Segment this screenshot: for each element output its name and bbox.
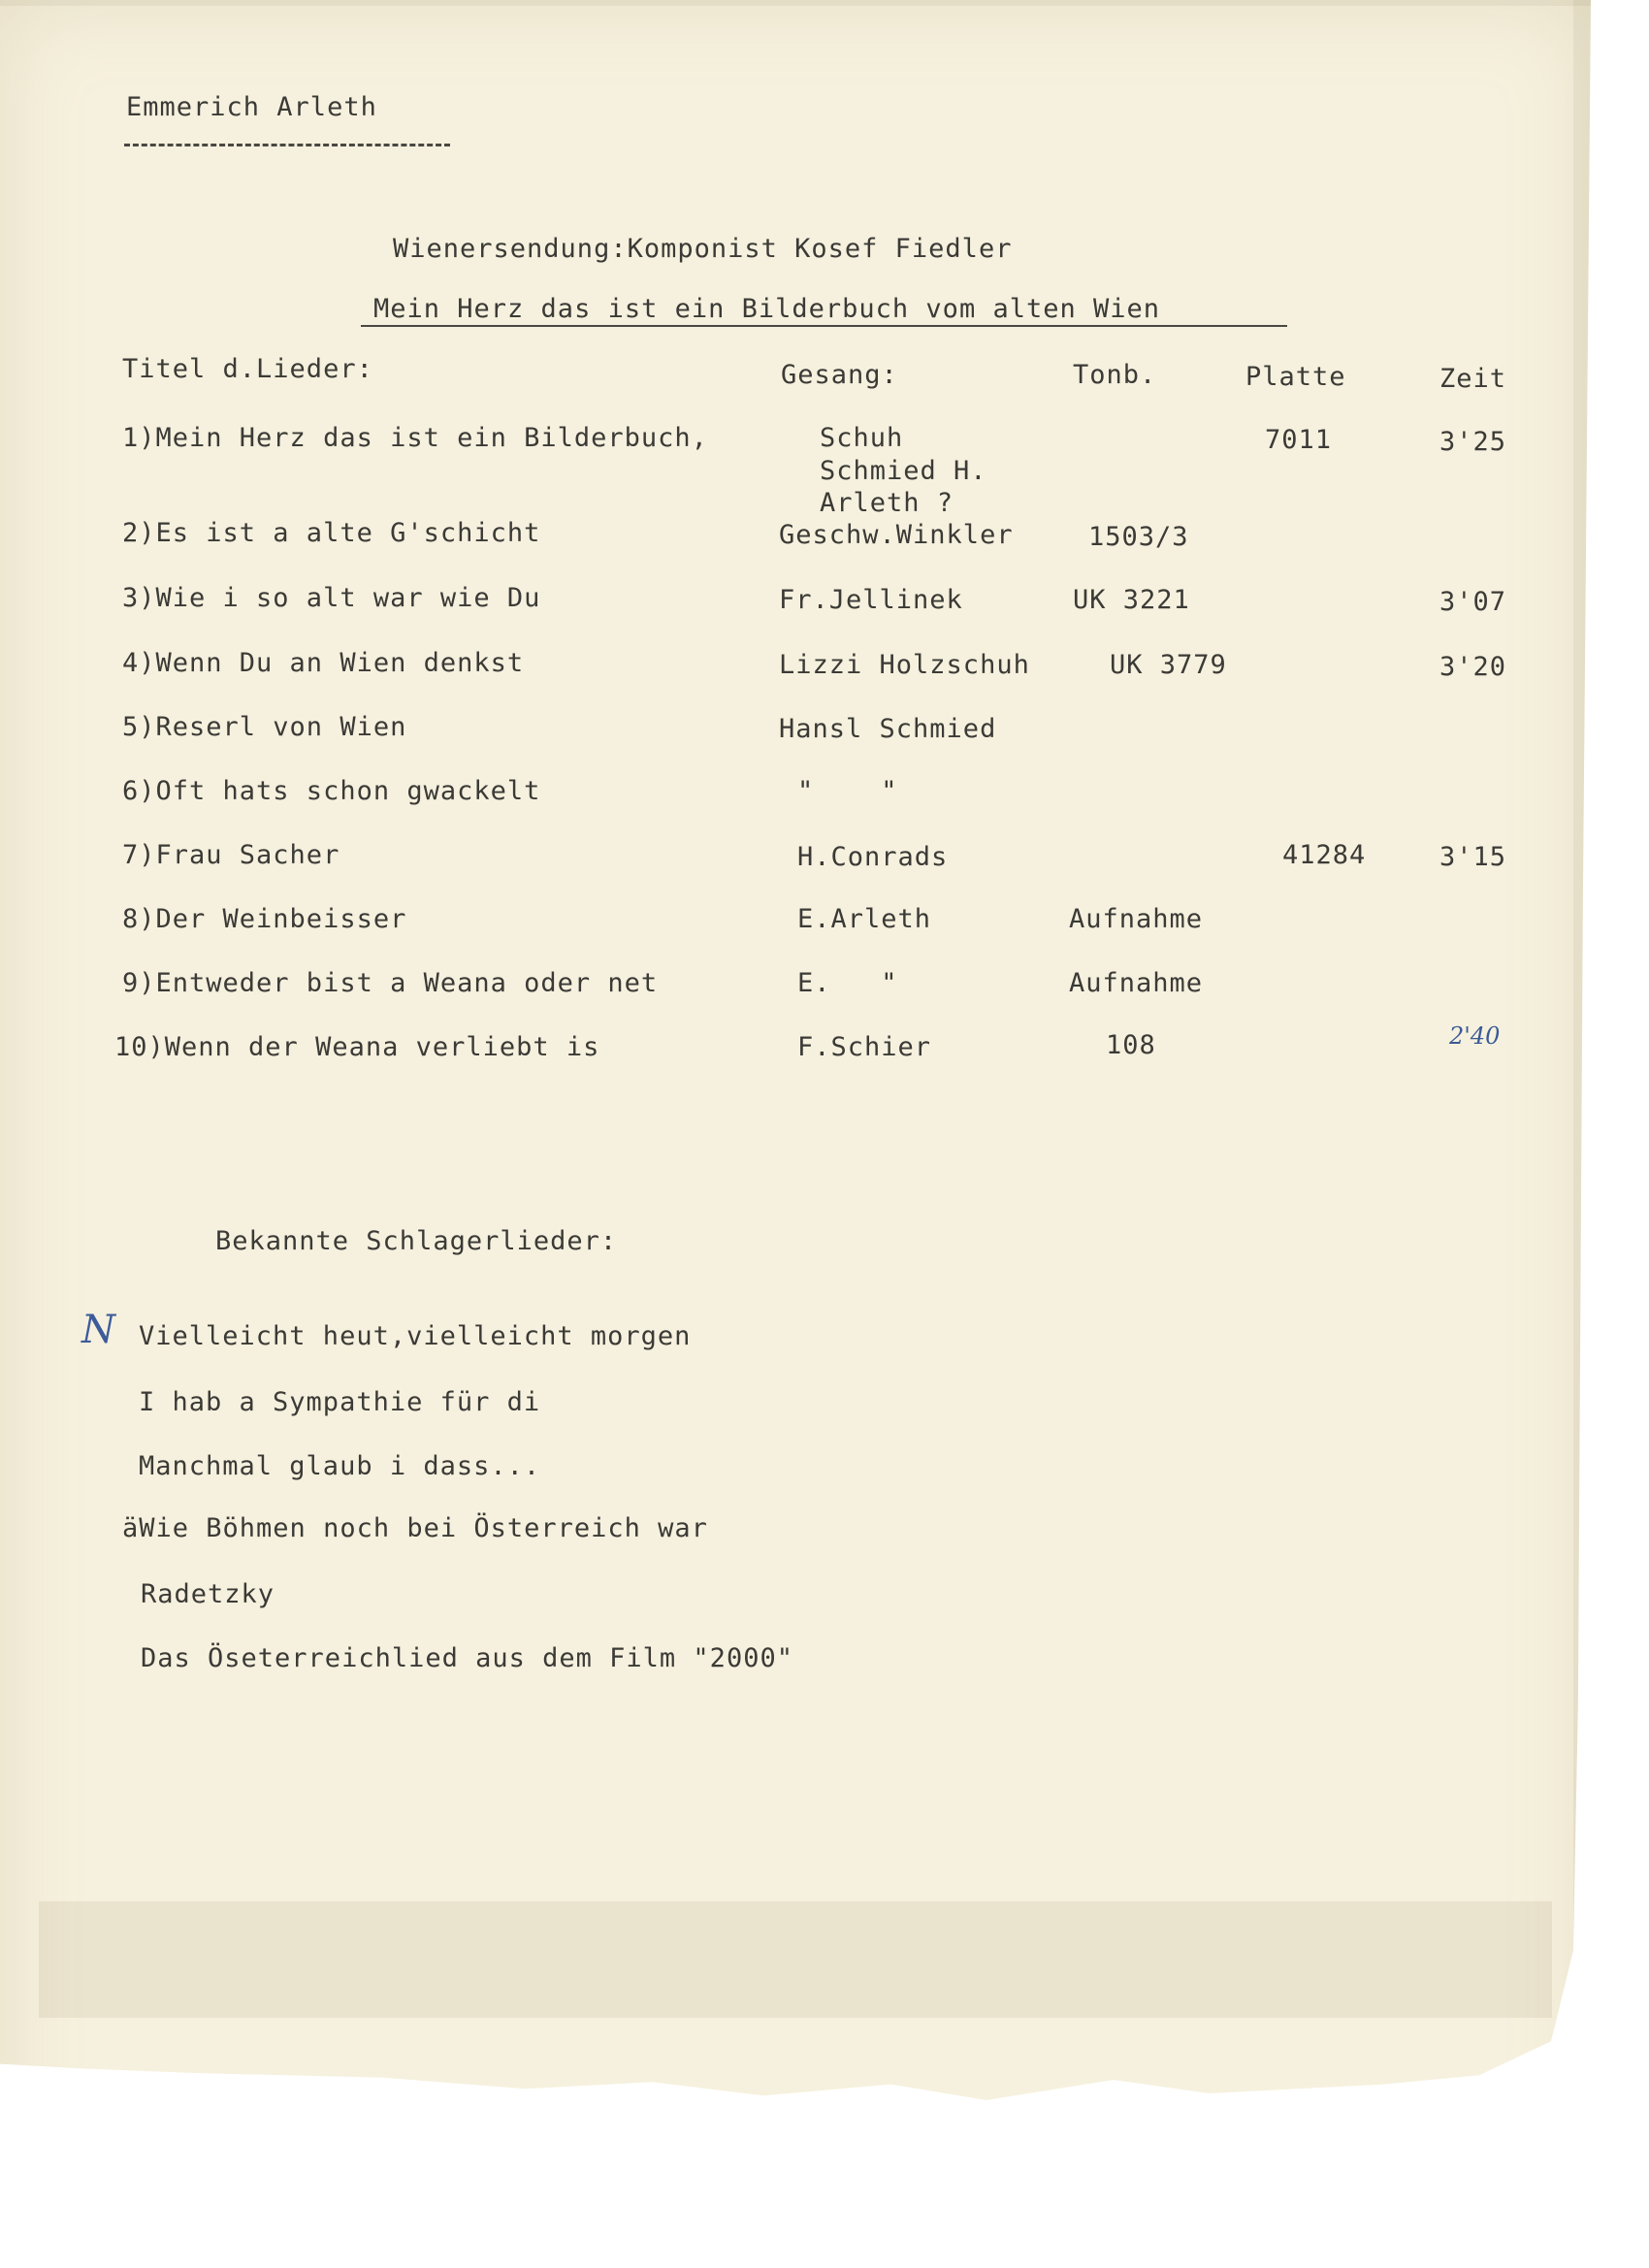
broadcast-title: Wienersendung:Komponist Kosef Fiedler bbox=[393, 234, 1013, 264]
row-zeit: 3'15 bbox=[1439, 842, 1507, 872]
row-platte: 7011 bbox=[1265, 425, 1333, 455]
row-tonb: 1503/3 bbox=[1088, 522, 1189, 552]
list-item: I hab a Sympathie für di bbox=[139, 1387, 541, 1417]
paper-right-edge-shadow bbox=[1573, 0, 1591, 2268]
row-zeit-handwritten: 2'40 bbox=[1449, 1022, 1501, 1050]
handwritten-check-mark: N bbox=[81, 1308, 115, 1352]
row-title: 8)Der Weinbeisser bbox=[122, 904, 407, 934]
list-item: Radetzky bbox=[141, 1579, 275, 1609]
row-tonb: UK 3221 bbox=[1073, 585, 1190, 615]
row-singer-extra: Schmied H. bbox=[820, 456, 987, 486]
row-tonb: 108 bbox=[1106, 1030, 1156, 1060]
author-underline bbox=[124, 144, 450, 146]
row-singer: F.Schier bbox=[797, 1032, 932, 1062]
row-title: 5)Reserl von Wien bbox=[122, 712, 407, 742]
row-singer: Fr.Jellinek bbox=[779, 585, 963, 615]
header-platte: Platte bbox=[1245, 362, 1346, 392]
row-zeit: 3'25 bbox=[1439, 427, 1507, 457]
paper-bottom-fold bbox=[39, 1901, 1552, 2018]
header-zeit: Zeit bbox=[1439, 364, 1507, 394]
row-tonb: Aufnahme bbox=[1069, 968, 1204, 998]
list-item: Das Öseterreichlied aus dem Film "2000" bbox=[141, 1643, 793, 1673]
list-item: Vielleicht heut,vielleicht morgen bbox=[139, 1321, 692, 1351]
row-tonb: UK 3779 bbox=[1110, 650, 1227, 680]
row-title: 10)Wenn der Weana verliebt is bbox=[114, 1032, 600, 1062]
list-item: Manchmal glaub i dass... bbox=[139, 1451, 541, 1481]
row-title: 4)Wenn Du an Wien denkst bbox=[122, 648, 525, 678]
paper-top-edge bbox=[0, 0, 1591, 6]
row-platte: 41284 bbox=[1282, 840, 1367, 870]
row-singer: Geschw.Winkler bbox=[779, 520, 1014, 550]
list-item: äWie Böhmen noch bei Österreich war bbox=[122, 1513, 708, 1543]
row-singer-extra: Arleth ? bbox=[820, 488, 954, 518]
author-name: Emmerich Arleth bbox=[126, 92, 377, 122]
row-singer: H.Conrads bbox=[797, 842, 949, 872]
row-title: 2)Es ist a alte G'schicht bbox=[122, 518, 541, 548]
header-singer: Gesang: bbox=[781, 360, 898, 390]
header-tonb: Tonb. bbox=[1073, 360, 1157, 390]
row-singer: E.Arleth bbox=[797, 904, 932, 934]
row-singer: Hansl Schmied bbox=[779, 714, 997, 744]
header-title: Titel d.Lieder: bbox=[122, 354, 373, 384]
row-zeit: 3'07 bbox=[1439, 587, 1507, 617]
row-singer: Lizzi Holzschuh bbox=[779, 650, 1030, 680]
row-title: 1)Mein Herz das ist ein Bilderbuch, bbox=[122, 423, 708, 453]
row-zeit: 3'20 bbox=[1439, 652, 1507, 682]
row-title: 3)Wie i so alt war wie Du bbox=[122, 583, 541, 613]
program-subtitle: Mein Herz das ist ein Bilderbuch vom alten Wien bbox=[373, 294, 1161, 324]
row-singer: Schuh bbox=[820, 423, 904, 453]
subtitle-underline bbox=[361, 325, 1287, 327]
row-title: 7)Frau Sacher bbox=[122, 840, 340, 870]
row-singer: " " bbox=[797, 776, 898, 806]
row-singer: E. " bbox=[797, 968, 898, 998]
row-tonb: Aufnahme bbox=[1069, 904, 1204, 934]
row-title: 9)Entweder bist a Weana oder net bbox=[122, 968, 659, 998]
row-title: 6)Oft hats schon gwackelt bbox=[122, 776, 541, 806]
known-hits-heading: Bekannte Schlagerlieder: bbox=[215, 1226, 618, 1256]
